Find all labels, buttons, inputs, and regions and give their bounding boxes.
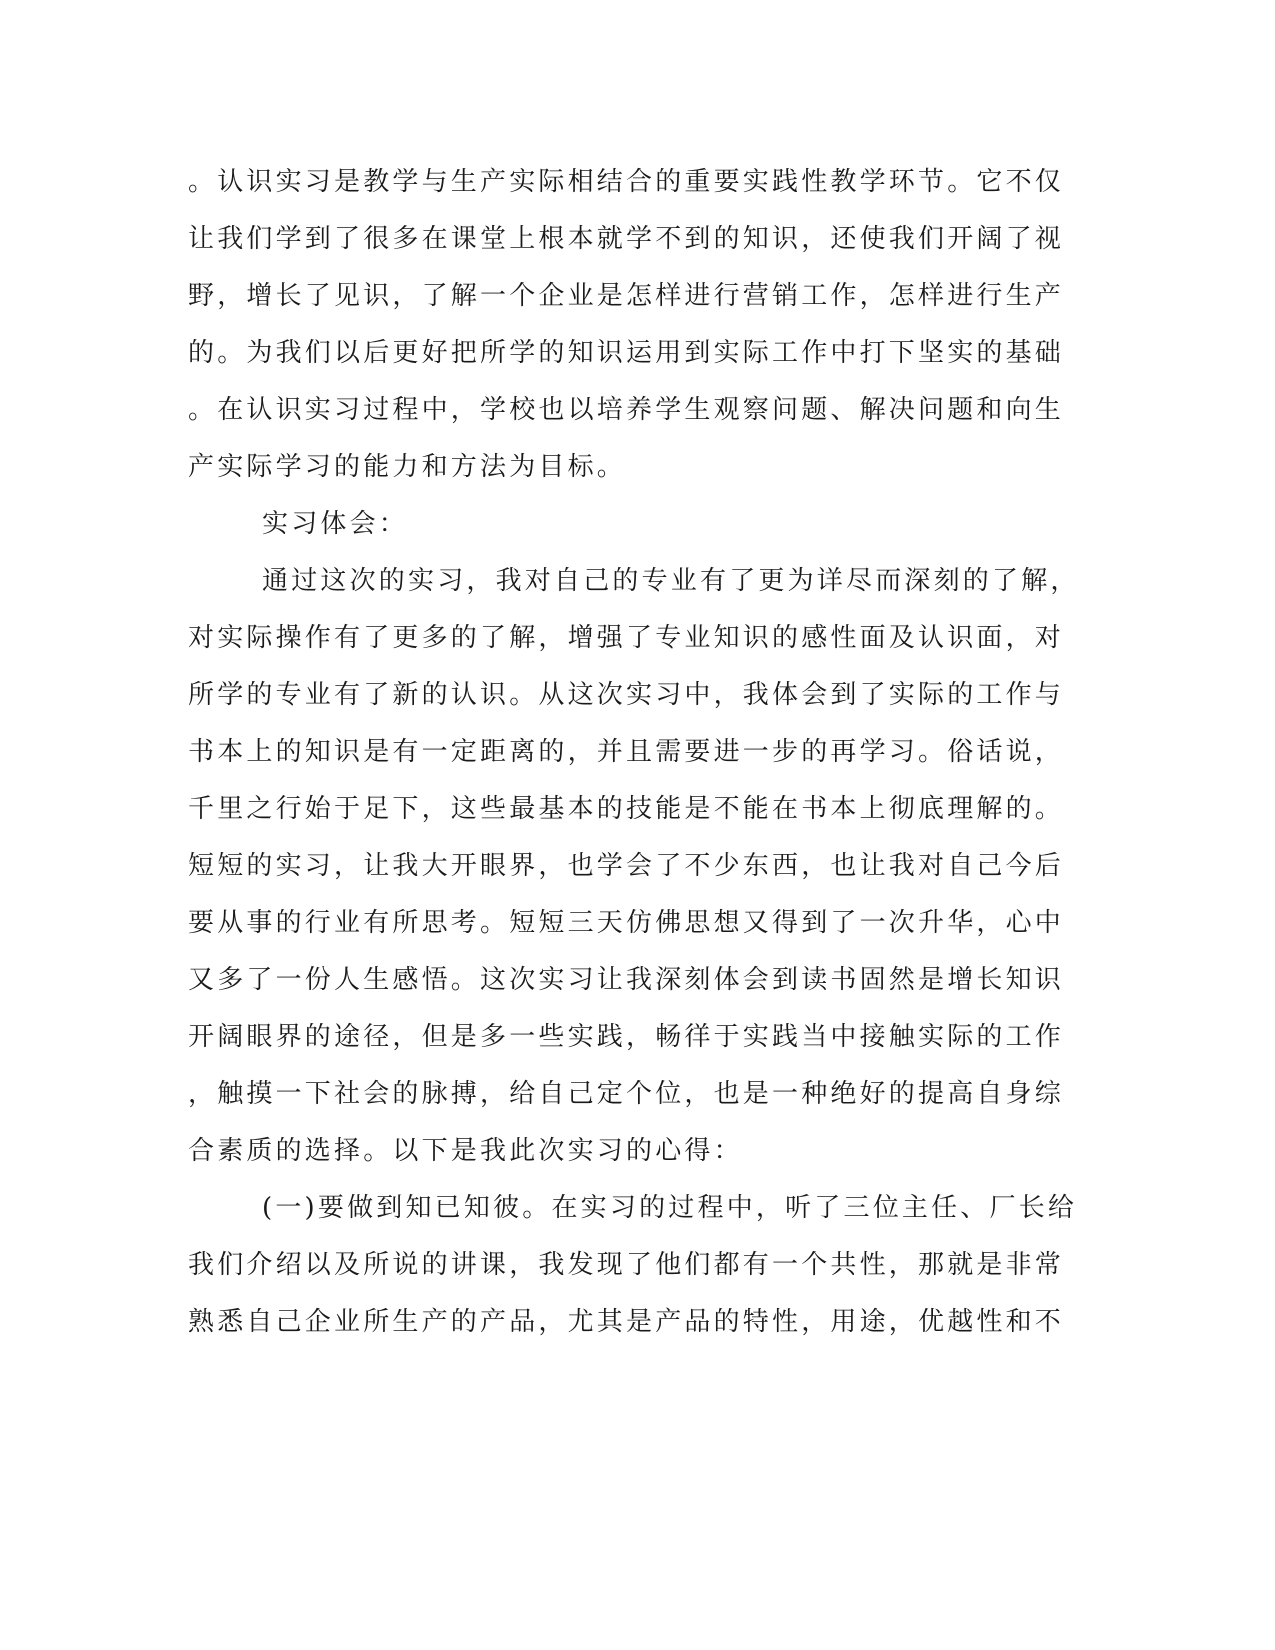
text-line: 书本上的知识是有一定距离的，并且需要进一步的再学习。俗话说， bbox=[188, 737, 1065, 767]
text-line: 对实际操作有了更多的了解，增强了专业知识的感性面及认识面，对 bbox=[188, 623, 1065, 653]
text-line: 又多了一份人生感悟。这次实习让我深刻体会到读书固然是增长知识 bbox=[188, 965, 1065, 995]
text-line: 。认识实习是教学与生产实际相结合的重要实践性教学环节。它不仅 bbox=[188, 167, 1065, 197]
text-line: 让我们学到了很多在课堂上根本就学不到的知识，还使我们开阔了视 bbox=[188, 224, 1065, 254]
text-line: 产实际学习的能力和方法为目标。 bbox=[188, 452, 627, 482]
text-line: 熟悉自己企业所生产的产品，尤其是产品的特性，用途，优越性和不 bbox=[188, 1307, 1065, 1337]
text-line: 的。为我们以后更好把所学的知识运用到实际工作中打下坚实的基础 bbox=[188, 338, 1065, 368]
text-line: 通过这次的实习，我对自己的专业有了更为详尽而深刻的了解， bbox=[262, 566, 1080, 596]
text-line: 短短的实习，让我大开眼界，也学会了不少东西，也让我对自己今后 bbox=[188, 851, 1065, 881]
text-line: 千里之行始于足下，这些最基本的技能是不能在书本上彻底理解的。 bbox=[188, 794, 1065, 824]
text-line: 我们介绍以及所说的讲课，我发现了他们都有一个共性，那就是非常 bbox=[188, 1250, 1065, 1280]
text-line: 野，增长了见识，了解一个企业是怎样进行营销工作，怎样进行生产 bbox=[188, 281, 1065, 311]
section-heading: 实习体会： bbox=[262, 509, 409, 539]
text-line: 。在认识实习过程中，学校也以培养学生观察问题、解决问题和向生 bbox=[188, 395, 1065, 425]
text-line: 合素质的选择。以下是我此次实习的心得： bbox=[188, 1136, 743, 1166]
text-line: (一)要做到知已知彼。在实习的过程中，听了三位主任、厂长给 bbox=[262, 1193, 1078, 1223]
text-line: 开阔眼界的途径，但是多一些实践，畅徉于实践当中接触实际的工作 bbox=[188, 1022, 1065, 1052]
text-line: 所学的专业有了新的认识。从这次实习中，我体会到了实际的工作与 bbox=[188, 680, 1065, 710]
text-line: 要从事的行业有所思考。短短三天仿佛思想又得到了一次升华，心中 bbox=[188, 908, 1065, 938]
text-line: ，触摸一下社会的脉搏，给自己定个位，也是一种绝好的提高自身综 bbox=[188, 1079, 1065, 1109]
